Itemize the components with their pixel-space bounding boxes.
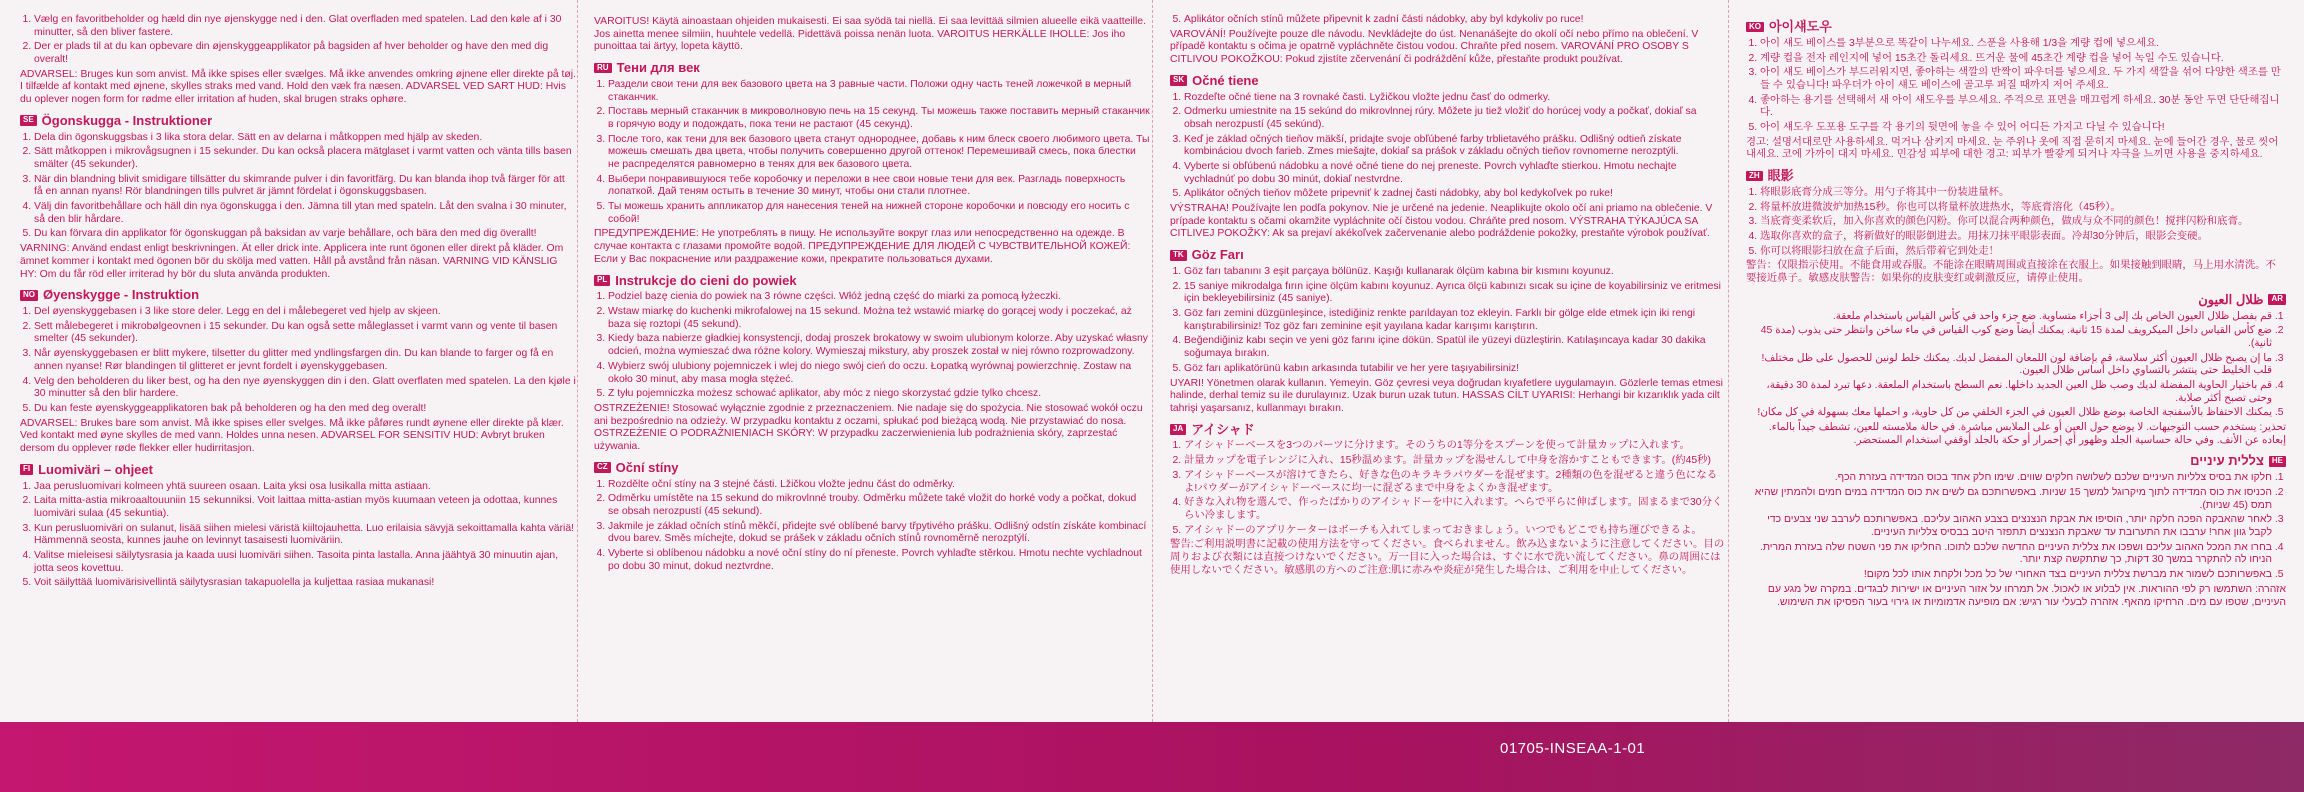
instruction-section bbox=[1170, 73, 1726, 241]
step-item: 2. ضع كأس القياس داخل الميكرويف لمدة 15 ثانية. يمكنك أيضاً وضع كوب القياس في ماء ساخن وانتظر حتى يذوب (مدة 45 ثانية). bbox=[1746, 325, 2272, 350]
step-item: 5. Voit säilyttää luomivärisivellintä säilytysrasian takapuolella ja kuljettaa rasiaa mukanasi! bbox=[34, 577, 576, 590]
step-item: 4. Beğendiğiniz kabı seçin ve yeni göz farını içine dökün. Spatül ile yüzeyi düzleştirin. Katılaşıncaya kadar 30 dakika soğumaya bırakın. bbox=[1184, 335, 1726, 360]
step-item: 1. 将眼影底膏分成三等分。用勺子将其中一份装进量杯。 bbox=[1760, 187, 2286, 200]
section-heading bbox=[594, 273, 1150, 289]
section-title: アイシャド bbox=[1191, 421, 1255, 437]
step-item: 3. Kiedy baza nabierze gładkiej konsystencji, dodaj proszek brokatowy w swoim ulubionym kolorze. Aby uzyskać własny odcień, można wymieszać dwa różne kolory. Wymieszaj mikstury, aby proszek został w niej równo rozprowadzony. bbox=[608, 333, 1150, 358]
section-heading bbox=[1170, 247, 1726, 263]
column-3 bbox=[1170, 14, 1726, 714]
step-item: 5. 你可以将眼影扫放在盒子后面，然后带着它到处走！ bbox=[1760, 246, 2286, 259]
step-item: 1. Раздели свои тени для век базового цвета на 3 равные части. Положи одну часть теней ложечкой в мерный стаканчик. bbox=[608, 79, 1150, 104]
warning-text: ADVARSEL: Brukes bare som anvist. Må ikke spises eller svelges. Må ikke påføres rundt øynene eller direkte på klær. Ved kontakt med øyne skylles de med vann. Holdes unna nesen. ADVARSEL FOR SENSITIV HUD: Avbryt bruken dersom du opplever røde flekker eller hudirritasjon. bbox=[20, 417, 564, 454]
step-item: 3. Når øyenskyggebasen er blitt mykere, tilsetter du glitter med yndlingsfargen din. Du kan blande to farger og få en annen nyanse! Rør blandingen til glitteret er jevnt fordelt i øyenskyggebasen. bbox=[34, 348, 576, 373]
step-item: 3. לאחר שהאבקה הפכה חלקה יותר, הוסיפו את אבקת הנצנצים בצבע האהוב עליכם. באפשרותכם לערבב שני צבעים כדי לקבל גוון אחר! ערבבו את התערובת עד שאבקת הנצנצים תתפזר היטב בבסיס צלליות העיניים. bbox=[1746, 514, 2272, 539]
step-item: 5. Z tyłu pojemniczka możesz schować aplikator, aby móc z niego skorzystać gdzie tylko chcesz. bbox=[608, 388, 1150, 401]
warning-text: VAROVÁNÍ! Používejte pouze dle návodu. Nevkládejte do úst. Nenanášejte do okolí očí nebo přímo na oblečení. V případě kontaktu s očima je opatrně vypláchněte čistou vodou. Chraňte před nosem. VAROVÁNÍ PRO OSOBY S CITLIVOU POKOŽKOU: Pokud zjistíte zčervenání či podráždění kůže, přestaňte produkt používat. bbox=[1170, 28, 1699, 66]
step-item: 3. アイシャドーベースが溶けてきたら、好きな色のキラキラパウダーを混ぜます。2種類の色を混ぜると違う色になるよ!パウダーがアイシャドーベースに均一に混ざるまで中身をよくかき混ぜます。 bbox=[1184, 470, 1726, 495]
step-item: 1. Dela din ögonskuggsbas i 3 lika stora delar. Sätt en av delarna i måtkoppen med hjälp av skeden. bbox=[34, 132, 576, 145]
warning-text: ADVARSEL: Bruges kun som anvist. Må ikke spises eller svælges. Må ikke anvendes omkring øjnene eller direkte på tøj. I tilfælde af kontakt med øjnene, skylles straks med vand. Hold den væk fra næsen. ADVARSEL VED SART HUD: Hvis du oplever nogen form for rødme eller irritation af huden, skal brugen straks ophøre. bbox=[20, 68, 576, 106]
language-badge: TK bbox=[1170, 250, 1187, 261]
warning-text: OSTRZEŻENIE! Stosować wyłącznie zgodnie z przeznaczeniem. Nie nadaje się do spożycia. Nie stosować wokół oczu ani bezpośrednio na odzieży. W przypadku kontaktu z oczami, spłukać pod bieżącą wodą. Nie przystawiać do nosa. OSTRZEŻENIE O PODRAŻNIENIACH SKÓRY: W przypadku zaczerwienienia lub podrażnienia skóry, zaprzestać używania. bbox=[594, 402, 1143, 452]
column-4 bbox=[1746, 14, 2286, 714]
section-title: Očné tiene bbox=[1192, 72, 1259, 88]
step-item: 2. Wstaw miarkę do kuchenki mikrofalowej na 15 sekund. Można też wstawić miarkę do gorącej wody i poczekać, aż baza się roztopi (45 sekund). bbox=[608, 306, 1150, 331]
section-heading bbox=[1746, 19, 2286, 35]
step-item: 2. Der er plads til at du kan opbevare din øjenskyggeapplikator på bagsiden af hver beholder og have den med dig overalt! bbox=[34, 41, 576, 66]
language-badge: CZ bbox=[594, 462, 611, 473]
instruction-section bbox=[1746, 292, 2286, 448]
step-item: 3. 当底膏变柔软后，加入你喜欢的颜色闪粉。你可以混合两种颜色，做成与众不同的颜色！搅拌闪粉和底膏。 bbox=[1760, 216, 2286, 229]
step-item: 2. Laita mitta-astia mikroaaltouuniin 15 sekunniksi. Voit laittaa mitta-astian myös kuumaan veteen ja odottaa, kunnes luomiväri sulaa (45 sekuntia). bbox=[34, 495, 576, 520]
language-badge: HE bbox=[2269, 456, 2286, 467]
step-item: 1. Göz farı tabanını 3 eşit parçaya bölünüz. Kaşığı kullanarak ölçüm kabına bir kısmını koyunuz. bbox=[1184, 266, 1726, 279]
section-heading bbox=[20, 462, 576, 478]
section-title: Тени для век bbox=[616, 60, 700, 76]
step-item: 3. Göz farı zemini düzgünleşince, istediğiniz renkte parıldayan toz ekleyin. Farklı bir gölge elde etmek için iki rengi karıştırabilirsiniz! Toz göz farı zeminine eşit yayılana kadar karışımı karıştırın. bbox=[1184, 308, 1726, 333]
step-item: 1. Podziel bazę cienia do powiek na 3 równe części. Włóż jedną część do miarki za pomocą łyżeczki. bbox=[608, 291, 1150, 304]
steps-list bbox=[594, 479, 1150, 574]
steps-list bbox=[20, 132, 576, 242]
section-heading bbox=[1170, 73, 1726, 89]
step-item: 5. Du kan förvara din applikator för ögonskuggan på baksidan av varje behållare, och bära den med dig överallt! bbox=[34, 228, 576, 241]
steps-list bbox=[1170, 440, 1726, 537]
step-item: 5. 아이 섀도우 도포용 도구를 각 용기의 뒷면에 놓을 수 있어 어디든 가지고 다닐 수 있습니다! bbox=[1760, 122, 2286, 135]
step-item: 4. Velg den beholderen du liker best, og ha den nye øyenskyggen din i den. Glatt overflaten med spatelen. La den kjøle i 30 minutter så den blir hardere. bbox=[34, 376, 576, 401]
step-item: 5. באפשרותכם לשמור את מברשת צללית העיניים בצד האחורי של כל מכל ולקחת אותו לכל מקום! bbox=[1746, 569, 2272, 582]
instruction-section bbox=[1746, 19, 2286, 162]
product-code: 01705-INSEAA-1-01 bbox=[1500, 740, 1646, 757]
language-badge: KO bbox=[1746, 22, 1764, 33]
section-title: Göz Farı bbox=[1191, 247, 1244, 263]
warning-text: 경고: 설명서대로만 사용하세요. 먹거나 삼키지 마세요. 눈 주위나 옷에 직접 묻히지 마세요. 눈에 들어간 경우, 물로 씻어내세요. 코에 가까이 대지 마세요. 민감성 피부에 대한 경고: 피부가 빨갛게 되거나 자극을 느끼면 사용을 중지하세요. bbox=[1746, 136, 2279, 161]
step-item: 4. Välj din favoritbehållare och häll din nya ögonskugga i den. Jämna till ytan med spateln. Låt den svalna i 30 minuter, så den blir hårdare. bbox=[34, 201, 576, 226]
step-item: 3. Keď je základ očných tieňov mäkší, pridajte svoje obľúbené farby trblietavého prášku. Odlišný odtieň získate kombináciou dvoch farieb. Zmes miešajte, dokiaľ sa prášok v základu očných tieňov rovnomerne nerozptýli. bbox=[1184, 134, 1726, 159]
step-item: 1. Jaa perusluomivari kolmeen yhtä suureen osaan. Laita yksi osa lusikalla mitta astiaan. bbox=[34, 481, 576, 494]
step-item: 5. Göz farı aplikatörünü kabın arkasında tutabilir ve her yere taşıyabilirsiniz! bbox=[1184, 363, 1726, 376]
step-item: 4. Vyberte si oblíbenou nádobku a nové oční stíny do ní přeneste. Povrch vyhlaďte stěrkou. Hmotu nechte vychladnout po dobu 30 minut, dokud neztvrdne. bbox=[608, 548, 1150, 573]
instruction-section bbox=[1170, 14, 1726, 67]
instruction-section bbox=[1170, 422, 1726, 578]
section-heading bbox=[1746, 292, 2286, 308]
step-item: 5. Ты можешь хранить аппликатор для нанесения теней на нижней стороне коробочки и повсюду его носить с собой! bbox=[608, 201, 1150, 226]
column-2 bbox=[594, 14, 1150, 714]
step-item: 5. Du kan feste øyenskyggeapplikatoren bak på beholderen og ha den med deg overalt! bbox=[34, 403, 576, 416]
steps-list bbox=[1170, 92, 1726, 202]
step-item: 3. När din blandning blivit smidigare tillsätter du skimrande pulver i din favoritfärg. Du kan blanda ihop två färger för att få en annan nyans! Rör blandningen tills pulvret är jämnt fördelat i ögonskuggsbasen. bbox=[34, 174, 576, 199]
column-divider bbox=[1152, 0, 1153, 722]
instruction-section bbox=[594, 273, 1150, 454]
section-heading bbox=[20, 113, 576, 129]
steps-list bbox=[20, 14, 576, 67]
step-item: 4. בחרו את המכל האהוב עליכם ושפכו את צללית העיניים החדשה שלכם לתוכו. החליקו את פני השטח שלה בעזרת המרית. הניחו לה להתקרר במשך 30 דקות, כך שתתקשה קצת יותר. bbox=[1746, 542, 2272, 567]
language-badge: NO bbox=[20, 290, 38, 301]
instruction-section bbox=[594, 16, 1150, 54]
step-item: 1. חלקו את בסיס צלליות העיניים שלכם לשלושה חלקים שווים. שימו חלק אחד בכוס המדידה בעזרת הכף. bbox=[1746, 472, 2272, 485]
column-divider bbox=[1728, 0, 1729, 722]
step-item: 4. Valitse mieleisesi säilytysrasia ja kaada uusi luomiväri siihen. Tasoita pinta lastalla. Anna jäähtyä 30 minuutin ajan, jotta seos kovettuu. bbox=[34, 550, 576, 575]
step-item: 2. Sett målebegeret i mikrobølgeovnen i 15 sekunder. Du kan også sette måleglasset i varmt vann og vente til basen smelter (45 sekunder). bbox=[34, 321, 576, 346]
language-badge: PL bbox=[594, 275, 610, 286]
footer-band bbox=[0, 722, 2304, 792]
steps-list bbox=[1170, 14, 1726, 27]
warning-text: VÝSTRAHA! Používajte len podľa pokynov. Nie je určené na jedenie. Neaplikujte okolo očí ani priamo na oblečenie. V prípade kontaktu s očami okamžite vypláchnite očí čistou vodou. Chráňte pred nosom. VÝSTRAHA TÝKAJÚCA SA CITLIVEJ POKOŽKY: Ak sa prejaví akékoľvek začervenanie alebo podráždenie pokožky, prestaňte výrobok používať. bbox=[1170, 203, 1713, 240]
step-item: 5. Aplikátor očných tieňov môžete pripevniť k zadnej časti nádobky, aby bol kedykoľvek po ruke! bbox=[1184, 188, 1726, 201]
section-title: Oční stíny bbox=[615, 459, 679, 475]
step-item: 3. ما إن يصبح ظلال العيون أكثر سلاسة، قم بإضافة لون اللمعان المفضل لديك. يمكنك خلط لونين للحصول على ظل مختلف! قلب الخليط حتى ينتشر بالتساوي داخل أساس ظلال العيون. bbox=[1746, 353, 2272, 378]
warning-text: 警告:ご利用説明書に記載の使用方法を守ってください。食べられません。飲み込まないように注意してください。目の周りおよび衣類には直接つけないでください。万一目に入った場合は、すぐに水で洗い流してください。鼻の周囲には使用しないでください。敏感肌の方へのご注意:肌に赤みや炎症が発生した場合は、ご利用を中止してください。 bbox=[1170, 539, 1725, 576]
step-item: 4. 选取你喜欢的盒子，将新做好的眼影倒进去。用抹刀抹平眼影表面。冷却30分钟后，眼影会变硬。 bbox=[1760, 231, 2286, 244]
section-heading bbox=[1170, 422, 1726, 438]
step-item: 4. قم باختيار الحاوية المفضلة لديك وصب ظل العين الجديد داخلها. نعم السطح باستخدام الملعقة. دعها تبرد لمدة 30 دقيقة، وحتى تصبح أكثر صلابة. bbox=[1746, 380, 2272, 405]
section-heading bbox=[1746, 453, 2286, 469]
step-item: 3. 아이 섀도 베이스가 부드러워지면, 좋아하는 색깔의 반짝이 파우더를 넣으세요. 두 가지 색깔을 섞어 다양한 색조를 만들 수 있습니다! 파우더가 아이 섀도 베이스에 골고루 퍼질 때까지 저어 주세요. bbox=[1760, 67, 2286, 92]
step-item: 2. 計量カップを電子レンジに入れ、15秒温めます。計量カップを湯せんして中身を溶かすこともできます。(約45秒) bbox=[1184, 455, 1726, 468]
language-badge: AR bbox=[2268, 294, 2286, 305]
steps-list bbox=[1746, 187, 2286, 258]
step-item: 2. Sätt måtkoppen i mikrovågsugnen i 15 sekunder. Du kan också placera mätglaset i varmt vatten och vänta tills basen smälter (45 sekunder). bbox=[34, 146, 576, 171]
step-item: 2. Поставь мерный стаканчик в микроволновую печь на 15 секунд. Ты можешь также поставить мерный стаканчик в горячую воду и подождать, пока тени не растают (45 секунд). bbox=[608, 106, 1150, 131]
column-divider bbox=[577, 0, 578, 722]
step-item: 1. Rozdělte oční stíny na 3 stejné části. Lžičkou vložte jednu část do odměrky. bbox=[608, 479, 1150, 492]
column-1 bbox=[20, 14, 576, 714]
step-item: 1. Vælg en favoritbeholder og hæld din nye øjenskygge ned i den. Glat overfladen med spatelen. Lad den køle af i 30 minutter, så den bliver fastere. bbox=[34, 14, 576, 39]
instruction-section bbox=[20, 113, 576, 281]
step-item: 1. アイシャドーベースを3つのパーツに分けます。そのうちの1等分をスプーンを使って計量カップに入れます。 bbox=[1184, 440, 1726, 453]
warning-text: VAROITUS! Käytä ainoastaan ohjeiden mukaisesti. Ei saa syödä tai niellä. Ei saa levittää silmien alueelle eikä vaatteille. Jos ainetta menee silmiin, huuhtele vedellä. Pidettävä poissa nenän luota. VAROITUS HERKÄLLE IHOLLE: Jos iho punoittaa tai ärtyy, lopeta käyttö. bbox=[594, 16, 1146, 53]
step-item: 2. 将量杯放进微波炉加热15秒。你也可以将量杯放进热水，等底膏溶化（45秒）。 bbox=[1760, 202, 2286, 215]
section-title: Instrukcje do cieni do powiek bbox=[615, 272, 797, 288]
section-heading bbox=[594, 60, 1150, 76]
instruction-section bbox=[20, 287, 576, 455]
step-item: 2. 계량 컵을 전자 레인지에 넣어 15초간 돌리세요. 뜨거운 물에 45초간 계량 컵을 넣어 녹일 수도 있습니다. bbox=[1760, 53, 2286, 66]
instruction-section bbox=[594, 460, 1150, 574]
step-item: 2. Odměrku umístěte na 15 sekund do mikrovlnné trouby. Odměrku můžete také vložit do horké vody a počkat, dokud se obsah nerozpustí (45 sekund). bbox=[608, 493, 1150, 518]
step-item: 5. アイシャドーのアプリケーターはボーチも入れてしまっておきましょう。いつでもどこでも持ち運びできるよ。 bbox=[1184, 525, 1726, 538]
step-item: 4. Wybierz swój ulubiony pojemniczek i wlej do niego swój cień do oczu. Łopatką wyrównaj powierzchnię. Zostaw na około 30 minut, aby masa mogła stężeć. bbox=[608, 361, 1150, 386]
instruction-section bbox=[594, 60, 1150, 266]
language-badge: SK bbox=[1170, 75, 1187, 86]
section-title: Luomiväri – ohjeet bbox=[38, 461, 153, 477]
steps-list bbox=[594, 79, 1150, 227]
step-item: 2. 15 saniye mikrodalga fırın içine ölçüm kabını koyunuz. Ayrıca ölçü kabınızı sıcak su içine de koyabilirsiniz ve eritmesi için bekleyebilirsiniz (45 saniye). bbox=[1184, 281, 1726, 306]
section-title: 아이섀도우 bbox=[1769, 19, 1832, 34]
steps-list bbox=[20, 481, 576, 591]
step-item: 2. הכניסו את כוס המדידה לתוך מיקרוגל למשך 15 שניות. באפשרותכם גם לשים את כוס המדידה במים חמים ולהמתין שהיא תמס (45 שניות). bbox=[1746, 487, 2272, 512]
instruction-section bbox=[1170, 247, 1726, 415]
step-item: 5. Aplikátor očních stínů můžete připevnit k zadní části nádobky, aby byl kdykoliv po ruce! bbox=[1184, 14, 1726, 27]
step-item: 5. يمكنك الاحتفاظ بالأسفنجة الخاصة بوضع ظلال العيون في الجزء الخلفي من كل حاوية، و احملها معك بسهولة في كل مكان! bbox=[1746, 407, 2272, 420]
instruction-section bbox=[1746, 453, 2286, 609]
language-badge: FI bbox=[20, 464, 33, 475]
language-badge: ZH bbox=[1746, 171, 1763, 182]
steps-list bbox=[1746, 472, 2286, 582]
step-item: 1. قم بفصل ظلال العيون الخاص بك إلى 3 أجزاء متساوية. ضع جزء واحد في كأس القياس باستخدام ملعقة. bbox=[1746, 311, 2272, 324]
step-item: 3. Jakmile je základ očních stínů měkčí, přidejte své oblíbené barvy třpytivého prášku. Odlišný odstín získáte kombinací dvou barev. Směs míchejte, dokud se prášek v základu očních stínů rovnoměrně nerozptýlí. bbox=[608, 521, 1150, 546]
section-title: Ögonskugga - Instruktioner bbox=[41, 112, 213, 128]
step-item: 1. Del øyenskyggebasen i 3 like store deler. Legg en del i målebegeret ved hjelp av skjeen. bbox=[34, 306, 576, 319]
warning-text: تحذير: يستخدم حسب التوجيهات. لا يوضع حول العين أو على الملابس مباشرة. في حالة ملامسته للعين، تشطف جيداً بالماء. إبعاده عن الأنف. وفي حالة حساسية الجلد وظهور أي إحمرار أو حكة بالجلد أوقفي استخدام المستحضر. bbox=[1768, 422, 2286, 446]
warning-text: UYARI! Yönetmen olarak kullanın. Yemeyin. Göz çevresi veya doğrudan kıyafetlere uygulamayın. Gözlerle temas etmesi halinde, derhal temiz su ile durulayınız. Uzak burun uzak tutun. HASSAS CİLT UYARISI: Herhangi bir kızarıklık yada cilt tahrişi yaşarsanız, kullanmayı bırakın. bbox=[1170, 377, 1723, 414]
step-item: 4. 좋아하는 용기를 선택해서 새 아이 섀도우를 부으세요. 주걱으로 표면을 매끄럽게 하세요. 30분 동안 두면 단단해집니다. bbox=[1760, 95, 2286, 120]
steps-list bbox=[1170, 266, 1726, 376]
steps-list bbox=[594, 291, 1150, 401]
instruction-section bbox=[20, 14, 576, 107]
section-heading bbox=[20, 287, 576, 303]
step-item: 2. Odmerku umiestnite na 15 sekúnd do mikrovlnnej rúry. Môžete ju tiež vložiť do horúcej vody a počkať, dokiaľ sa obsah nerozpustí (45 sekúnd). bbox=[1184, 106, 1726, 131]
language-badge: SE bbox=[20, 115, 37, 126]
steps-list bbox=[1746, 311, 2286, 421]
warning-text: VARNING: Använd endast enligt beskrivningen. Ät eller drick inte. Applicera inte runt ögonen eller direkt på kläder. Om ämnet kommer i kontakt med ögonen bör du skölja med vatten. Håll på avstånd från näsan. VARNING VID KÄNSLIG HY: Om du får röd eller irriterad hy bör du sluta använda produkten. bbox=[20, 243, 564, 280]
section-title: 眼影 bbox=[1767, 168, 1794, 184]
instruction-section bbox=[1746, 168, 2286, 286]
section-heading bbox=[594, 460, 1150, 476]
step-item: 4. Vyberte si obľúbenú nádobku a nové očné tiene do nej preneste. Povrch vyhlaďte stierkou. Hmotu nechajte vychladnúť po dobu 30 minút, dokiaľ nestvrdne. bbox=[1184, 161, 1726, 186]
language-badge: JA bbox=[1170, 424, 1186, 435]
step-item: 1. Rozdeľte očné tiene na 3 rovnaké časti. Lyžičkou vložte jednu časť do odmerky. bbox=[1184, 92, 1726, 105]
step-item: 3. Kun perusluomiväri on sulanut, lisää siihen mielesi väristä kiiltojauhetta. Luo erilaisia sävyjä sekoittamalla kahta väriä! Hämmennä seosta, kunnes jauhe on levinnyt tasaisesti luomiväriin. bbox=[34, 523, 576, 548]
language-badge: RU bbox=[594, 63, 612, 74]
section-title: צללית עיניים bbox=[2190, 453, 2264, 469]
steps-list bbox=[20, 306, 576, 416]
instruction-section bbox=[20, 462, 576, 590]
section-heading bbox=[1746, 168, 2286, 184]
step-item: 4. Выбери понравившуюся тебе коробочку и переложи в нее свои новые тени для век. Разгладь поверхность лопаткой. Дай теням остыть в течение 30 минут, чтобы они стали плотнее. bbox=[608, 174, 1150, 199]
warning-text: 警告：仅限指示使用。不能食用或吞服。不能涂在眼睛周围或直接涂在衣服上。如果接触到眼睛，马上用水清洗。不要接近鼻子。敏感皮肤警告：如果你的皮肤变红或刺激反应，请停止使用。 bbox=[1746, 260, 2276, 285]
warning-text: אזהרה: השתמשו רק לפי ההוראות. אין לבלוע או לאכול. אל תמרחו על אזור העיניים או ישירות לבגדים. במקרה של מגע עם העיניים, שטפו עם מים. הרחיקו מהאף. אזהרה לבעלי עור רגיש: אם מופיעה אדמומיות או גירוי בעור הפסיקו את השימוש. bbox=[1767, 583, 2286, 608]
section-title: Øyenskygge - Instruktion bbox=[43, 287, 200, 303]
step-item: 4. 好きな入れ物を選んで、作ったばかりのアイシャドーを中に入れます。へらで平らに伸ばします。固まるまで30分くらい冷まします。 bbox=[1184, 497, 1726, 522]
section-title: ظلال العيون bbox=[2198, 291, 2264, 307]
step-item: 1. 아이 섀도 베이스를 3부분으로 똑같이 나누세요. 스푼을 사용해 1/3을 계량 컵에 넣으세요. bbox=[1760, 38, 2286, 51]
step-item: 3. После того, как тени для век базового цвета станут однороднее, добавь к ним блеск своего любимого цвета. Ты можешь смешать два цвета, чтобы получить совершенно другой оттенок! Перемешивай смесь, пока блестки не распределятся равномерно в тенях для век базового цвета. bbox=[608, 134, 1150, 172]
steps-list bbox=[1746, 38, 2286, 135]
warning-text: ПРЕДУПРЕЖДЕНИЕ: Не употреблять в пищу. Не используйте вокруг глаз или непосредственно на одежде. В случае контакта с глазами промойте водой. ПРЕДУПРЕЖДЕНИЕ ДЛЯ ЛЮДЕЙ С ЧУВСТВИТЕЛЬНОЙ КОЖЕЙ: Если у Вас покраснение или раздражение кожи, прекратите пользоваться духами. bbox=[594, 228, 1131, 265]
